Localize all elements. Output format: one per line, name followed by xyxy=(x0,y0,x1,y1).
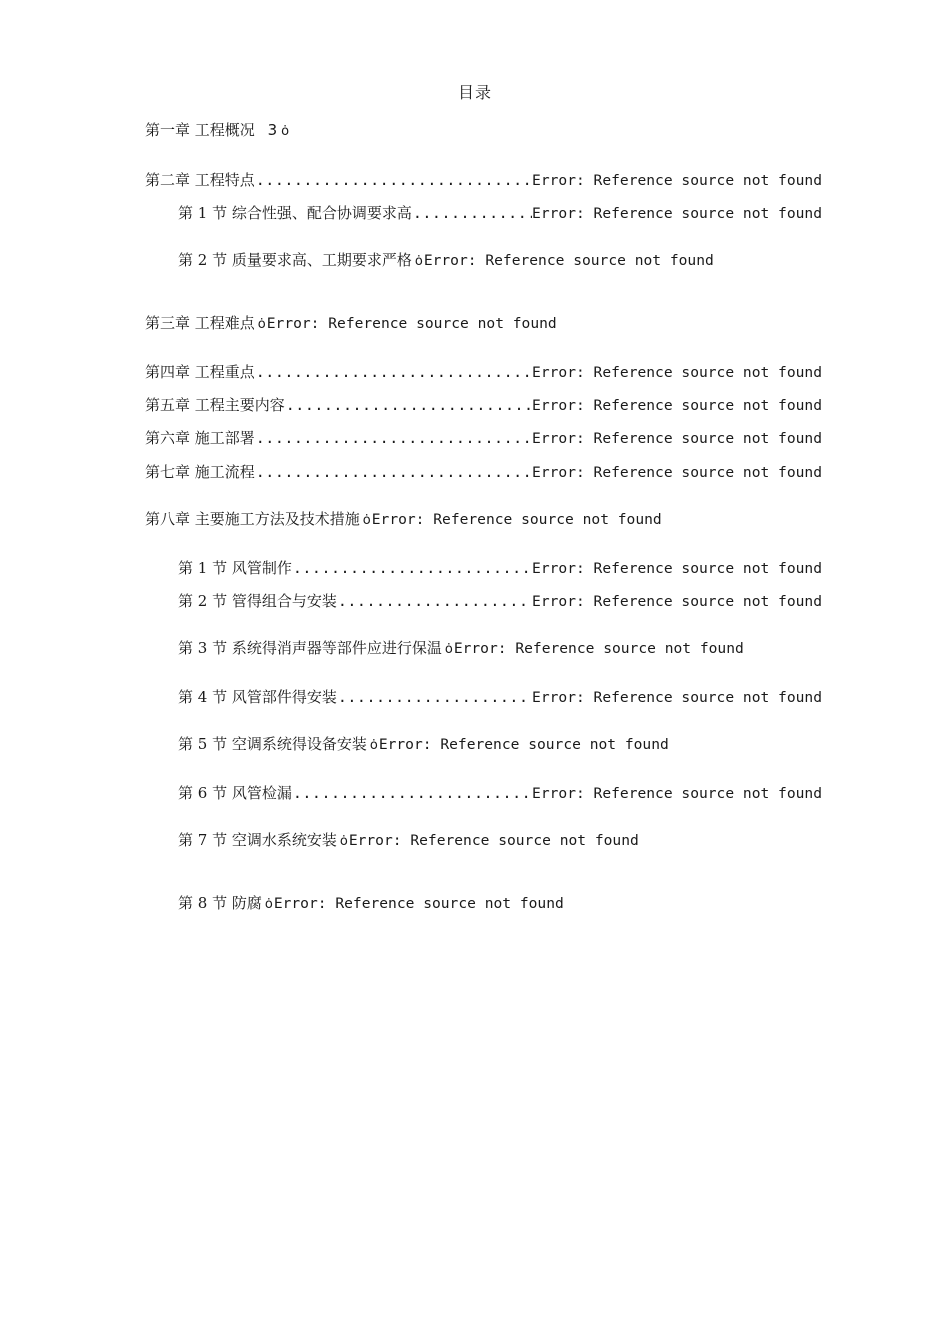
toc-entry-label: 第二章 工程特点 xyxy=(145,171,255,189)
toc-reference-error: Error: Reference source not found xyxy=(266,315,557,332)
toc-separator-glyph: ȯ xyxy=(257,317,266,332)
toc-entry-label: 第五章 工程主要内容 xyxy=(145,396,285,414)
toc-reference-error: Error: Reference source not found xyxy=(453,640,744,657)
toc-entry-section-8-6[interactable] xyxy=(178,783,822,804)
toc-entry-chapter-3[interactable] xyxy=(145,313,557,335)
toc-entry-label: 第 1 节 综合性强、配合协调要求高 xyxy=(178,204,412,222)
toc-entry-label: 第 5 节 空调系统得设备安装 xyxy=(178,735,367,753)
toc-entry-chapter-4[interactable] xyxy=(145,362,822,383)
toc-entry-label: 第六章 施工部署 xyxy=(145,429,255,447)
toc-entry-label: 第四章 工程重点 xyxy=(145,363,255,381)
toc-dot-leader xyxy=(338,687,532,707)
toc-reference-error: Error: Reference source not found xyxy=(532,205,822,222)
toc-separator-glyph: ȯ xyxy=(362,513,371,528)
toc-entry-section-8-2[interactable] xyxy=(178,591,822,612)
toc-reference-error: Error: Reference source not found xyxy=(532,464,822,481)
toc-separator-glyph: ȯ xyxy=(339,834,348,849)
toc-entry-section-8-1[interactable] xyxy=(178,558,822,579)
toc-reference-error: Error: Reference source not found xyxy=(378,736,669,753)
toc-entry-section-2-1[interactable] xyxy=(178,203,822,224)
toc-dot-leader xyxy=(338,591,532,611)
toc-entry-chapter-7[interactable] xyxy=(145,462,822,483)
toc-separator-glyph: ȯ xyxy=(414,254,423,269)
toc-entry-section-2-2[interactable] xyxy=(178,250,714,272)
toc-separator-glyph: ȯ xyxy=(369,738,378,753)
toc-entry-label: 第 6 节 风管检漏 xyxy=(178,784,292,802)
toc-reference-error: Error: Reference source not found xyxy=(532,364,822,381)
toc-reference-error: Error: Reference source not found xyxy=(348,832,639,849)
toc-entry-chapter-2[interactable] xyxy=(145,170,822,191)
toc-separator-glyph: ȯ xyxy=(264,897,273,912)
toc-reference-error: Error: Reference source not found xyxy=(532,430,822,447)
toc-entry-section-8-4[interactable] xyxy=(178,687,822,708)
toc-entry-label: 第 1 节 风管制作 xyxy=(178,559,292,577)
toc-dot-leader xyxy=(413,203,532,223)
toc-entry-label: 第八章 主要施工方法及技术措施 xyxy=(145,510,360,528)
toc-entry-label: 第 2 节 质量要求高、工期要求严格 xyxy=(178,251,412,269)
toc-dot-leader xyxy=(256,462,532,482)
toc-separator-glyph: ȯ xyxy=(281,124,290,139)
toc-entry-label: 第七章 施工流程 xyxy=(145,463,255,481)
toc-entry-chapter-5[interactable] xyxy=(145,395,822,416)
toc-dot-leader xyxy=(293,558,532,578)
toc-reference-error: Error: Reference source not found xyxy=(273,895,564,912)
toc-reference-error: Error: Reference source not found xyxy=(532,172,822,189)
toc-reference-error: Error: Reference source not found xyxy=(532,397,822,414)
toc-entry-label: 第 4 节 风管部件得安装 xyxy=(178,688,337,706)
toc-entry-chapter-1[interactable] xyxy=(145,120,290,142)
toc-entry-chapter-6[interactable] xyxy=(145,428,822,449)
toc-reference-error: Error: Reference source not found xyxy=(532,785,822,802)
toc-entry-section-8-8[interactable] xyxy=(178,893,564,915)
toc-entry-section-8-5[interactable] xyxy=(178,734,669,756)
toc-reference-error: Error: Reference source not found xyxy=(532,560,822,577)
toc-entry-label: 第 8 节 防腐 xyxy=(178,894,262,912)
toc-dot-leader xyxy=(286,395,532,415)
toc-dot-leader xyxy=(293,783,532,803)
toc-entry-label: 第 2 节 管得组合与安装 xyxy=(178,592,337,610)
toc-reference-error: Error: Reference source not found xyxy=(423,252,714,269)
toc-entry-chapter-8[interactable] xyxy=(145,509,662,531)
toc-entry-section-8-3[interactable] xyxy=(178,638,744,660)
toc-reference-error: Error: Reference source not found xyxy=(371,511,662,528)
toc-entry-label: 第 3 节 系统得消声器等部件应进行保温 xyxy=(178,639,442,657)
toc-entry-label: 第三章 工程难点 xyxy=(145,314,255,332)
toc-reference-error: Error: Reference source not found xyxy=(532,689,822,706)
toc-dot-leader xyxy=(256,170,532,190)
toc-heading: 目录 xyxy=(457,83,492,102)
toc-entry-label: 第一章 工程概况 xyxy=(145,121,255,139)
toc-entry-section-8-7[interactable] xyxy=(178,830,639,852)
toc-dot-leader xyxy=(256,428,532,448)
toc-reference-error: Error: Reference source not found xyxy=(532,593,822,610)
toc-page-number: 3 xyxy=(267,121,278,139)
toc-dot-leader xyxy=(256,362,532,382)
toc-entry-label: 第 7 节 空调水系统安装 xyxy=(178,831,337,849)
toc-separator-glyph: ȯ xyxy=(444,642,453,657)
